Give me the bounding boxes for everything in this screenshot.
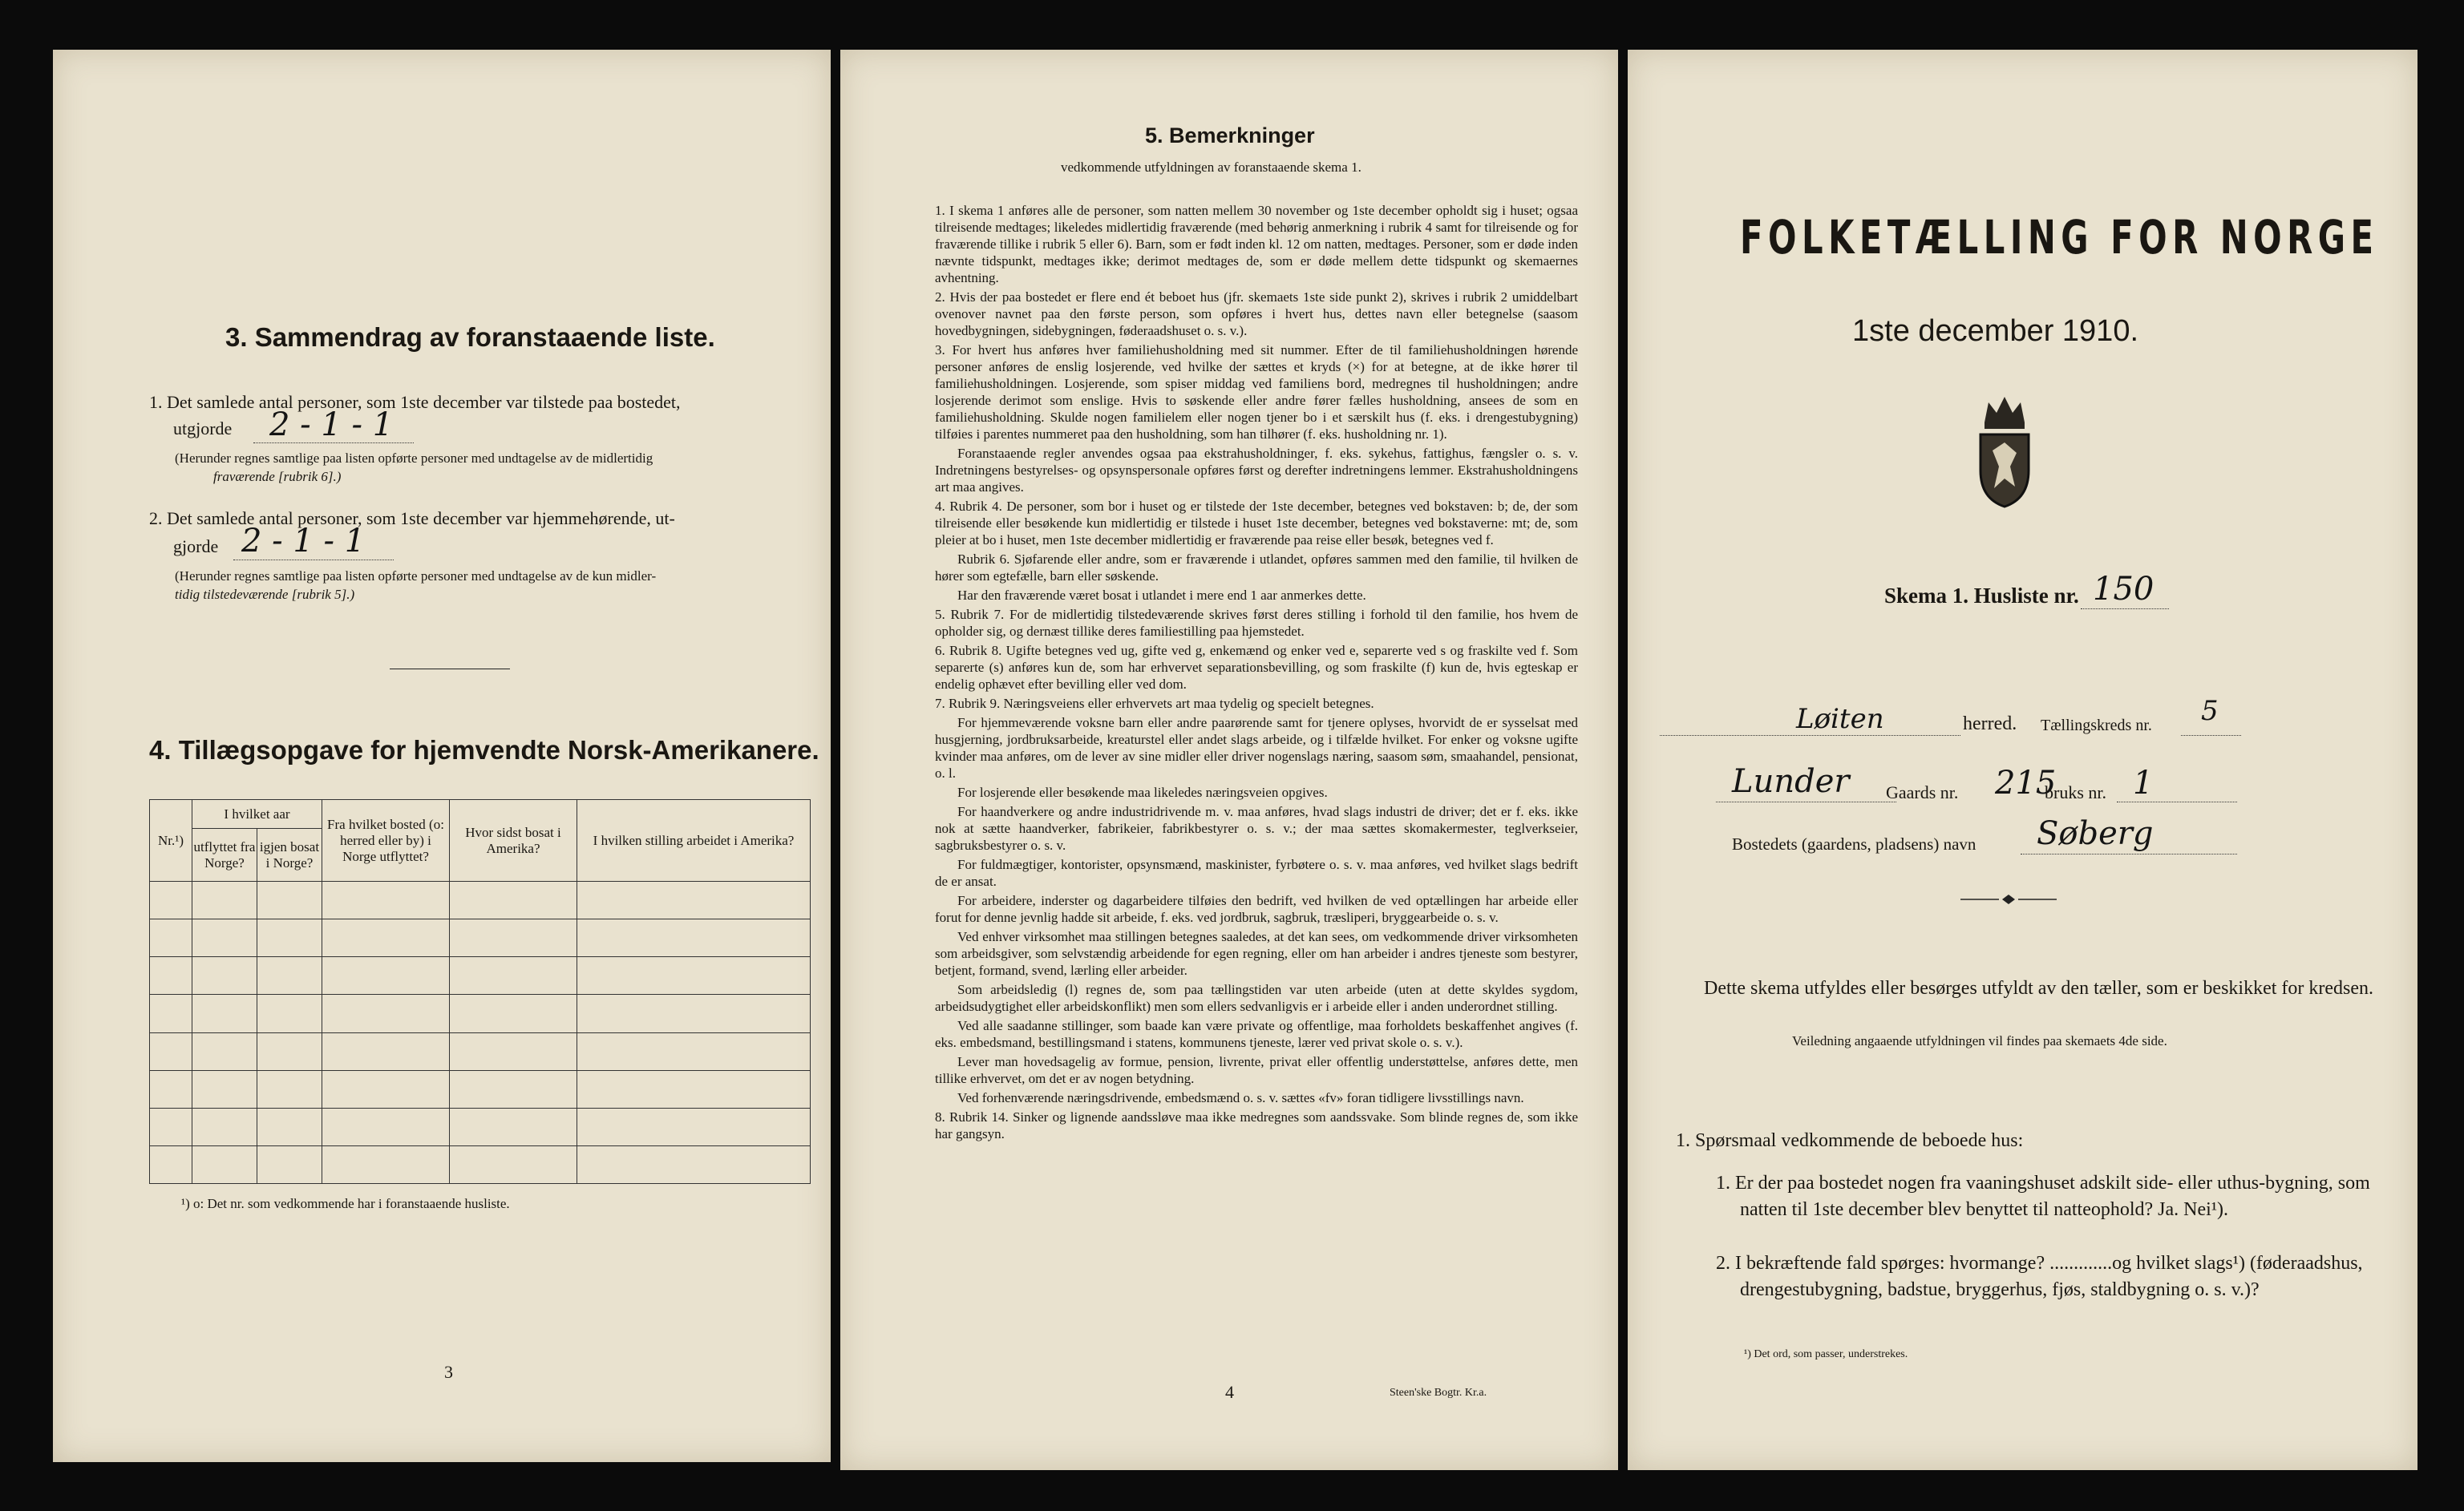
remark-paragraph: For arbeidere, inderster og dagarbeidere tilføies den bedrift, ved hvilken de ved optællingen har arbeide eller forut for denne jevnlig hadde sit arbeide, f. eks. ved jordbruk, sagbruk, træsliperi, bryggearbeide o. s. v.	[935, 893, 1578, 925]
remark-paragraph: Rubrik 6. Sjøfarende eller andre, som er fraværende i utlandet, opføres sammen med den familie, til hvilken de hører som egtefælle, barn eller søskende.	[935, 551, 1578, 584]
item1-note2: fraværende [rubrik 6].)	[213, 469, 342, 484]
item2-note2: tidig tilstedeværende [rubrik 5].)	[175, 587, 355, 602]
gaards-label: Gaards nr.	[1886, 782, 1959, 802]
bruks-value: 1	[2133, 765, 2154, 802]
remark-paragraph: 1. I skema 1 anføres alle de personer, som natten mellem 30 november og 1ste december opholdt sig i huset; ogsaa tilreisende medtages; likeledes midlertidig fraværende (med behørig anmerkning i rubrik 4 samt for tilreisende og for fraværende tillike i rubrik 5 eller 6). Barn, som er født inden kl. 12 om natten, medtages. Personer, som er døde inden nævnte tidspunkt, medtages ikke; derimot medtages de, som er døde mellem dette tidspunkt og skemaernes avhentning.	[935, 203, 1578, 285]
item1-dotline	[253, 442, 414, 443]
right-footnote: ¹) Det ord, som passer, understrekes.	[1744, 1348, 1908, 1360]
coat-of-arms-icon	[1968, 390, 2041, 511]
col-year-a: utflyttet fra Norge?	[192, 829, 257, 882]
page-number-left: 3	[444, 1362, 453, 1382]
section4-title: 4. Tillægsopgave for hjemvendte Norsk-Amerikanere.	[149, 735, 819, 765]
bruks-label: bruks nr.	[2045, 782, 2106, 802]
item1-text: 1. Det samlede antal personer, som 1ste december var tilstede paa bostedet,	[149, 392, 681, 412]
bosted-label: Bostedets (gaardens, pladsens) navn	[1732, 834, 1976, 854]
census-date: 1ste december 1910.	[1852, 314, 2139, 348]
skema-label: Skema 1. Husliste nr.	[1884, 584, 2079, 608]
remark-paragraph: Foranstaaende regler anvendes ogsaa paa ekstrahusholdninger, f. eks. sykehus, fattighus, fængsler o. s. v. Indretningens bestyrelses- og opsynspersonale opføres først og derefter indretningens lemmer. Ekstrahusholdningens art maa angives.	[935, 446, 1578, 495]
col-from: Fra hvilket bosted (o: herred eller by) i Norge utflyttet?	[322, 800, 450, 882]
herred-label: herred.	[1963, 713, 2017, 734]
ornament-icon	[1960, 891, 2057, 907]
remarks-notes	[935, 202, 1578, 1145]
herred-value: Løiten	[1796, 703, 1884, 735]
census-title: FOLKETÆLLING FOR NORGE	[1740, 210, 2379, 265]
remark-paragraph: 3. For hvert hus anføres hver familiehusholdning med sit nummer. Efter de til familiehusholdningen hørende personer anføres de enslig losjerende, ved hvilke der sættes et kryds (×) for at betegne, at de ikke hører til familiehusholdningen. Losjerende, som spiser middag ved familiens bord, medregnes til husholdningen; andre losjerende derimot som enslige. Hvis to søskende eller andre fører fælles husholdning, ansees de som en familiehusholdning. Skulde nogen familielem eller nogen tjener bo i et særskilt hus (f. eks. i drengestubygning) tilføies i parentes nummeret paa den husholdning, som han tilhører (f. eks. husholdning nr. 1).	[935, 342, 1578, 442]
item1-value: 2 - 1 - 1	[269, 406, 394, 443]
col-year-b: igjen bosat i Norge?	[257, 829, 322, 882]
gaards-value: 215	[1995, 765, 2057, 802]
section3-title: 3. Sammendrag av foranstaaende liste.	[225, 322, 715, 352]
instruction-note: Veiledning angaaende utfyldningen vil findes paa skemaets 4de side.	[1792, 1033, 2167, 1048]
remark-paragraph: Ved alle saadanne stillinger, som baade kan være private og offentlige, maa forholdets beskaffenhet angives (f. eks. embedsmand, bestillingsmand i statens, kommunens tjeneste, lærer ved privat skole o. s. v.).	[935, 1018, 1578, 1050]
table-footnote: ¹) o: Det nr. som vedkommende har i foranstaaende husliste.	[181, 1196, 510, 1211]
table-row	[150, 995, 811, 1032]
remarks-subtitle: vedkommende utfyldningen av foranstaaende skema 1.	[1061, 160, 1361, 175]
item1-note1: (Herunder regnes samtlige paa listen opførte personer med undtagelse av de midlertidig	[175, 450, 653, 466]
item2-prefix: gjorde	[173, 536, 219, 556]
table-row	[150, 1070, 811, 1108]
remark-paragraph: Ved forhenværende næringsdrivende, embedsmænd o. s. v. sættes «fv» foran tidligere livsstillings navn.	[957, 1090, 1524, 1105]
bosted-value: Søberg	[2037, 815, 2154, 852]
kreds-line	[2181, 735, 2241, 736]
remarks-title: 5. Bemerkninger	[1145, 123, 1315, 147]
page-right	[1628, 50, 2417, 1470]
remark-paragraph: For fuldmægtiger, kontorister, opsynsmænd, maskinister, fyrbøtere o. s. v. maa anføres, ved hvilket slags bedrift de er ansat.	[935, 857, 1578, 889]
instruction-text: Dette skema utfyldes eller besørges utfyldt av den tæller, som er beskikket for kredsen.	[1704, 978, 2374, 999]
table-row	[150, 1108, 811, 1145]
page-left	[53, 50, 831, 1462]
item1-prefix: utgjorde	[173, 418, 233, 438]
remark-paragraph: For haandverkere og andre industridrivende m. v. maa anføres, hvad slags industri de driver; det er f. eks. ikke nok at sætte haandverker, fabrikeier, fabrikbestyrer o. s. v.; der maa sættes skomakermester, teglverkseier, sagbruksbestyrer o. s. v.	[935, 804, 1578, 853]
remark-paragraph: Lever man hovedsagelig av formue, pension, livrente, privat eller offentlig understøttelse, anføres dette, men tillike erhvervet, om det er av nogen betydning.	[935, 1054, 1578, 1086]
table-row	[150, 882, 811, 919]
remark-paragraph: 8. Rubrik 14. Sinker og lignende aandssløve maa ikke medregnes som aandssvake. Som blinde regnes de, som ikke har gangsyn.	[935, 1109, 1578, 1141]
col-position: I hvilken stilling arbeidet i Amerika?	[577, 800, 811, 882]
item2-note1: (Herunder regnes samtlige paa listen opførte personer med undtagelse av de kun midler-	[175, 568, 657, 584]
husliste-line	[2081, 608, 2169, 609]
item2-text: 2. Det samlede antal personer, som 1ste december var hjemmehørende, ut-	[149, 508, 675, 528]
remark-paragraph: For hjemmeværende voksne barn eller andre paarørende samt for tjenere oplyses, hvorvidt de er sysselsat med husgjerning, jordbruksarbeide, kreaturstel eller andet slags arbeide, og i tilfælde hvilket. For enker og voksne ugifte kvinder maa anføres, om de lever av sine midler eller driver nogenslags næring, saasom søm, smaahandel, pensionat, o. l.	[935, 715, 1578, 781]
remark-paragraph: Som arbeidsledig (l) regnes de, som paa tællingstiden var uten arbeide (uten at dette skyldes sygdom, arbeidsudygtighet eller arbeidskonflikt) men som ellers sedvanligvis er i arbeide eller i anden underordnet stilling.	[935, 982, 1578, 1014]
page-middle	[840, 50, 1618, 1470]
question1-2: 2. I bekræftende fald spørges: hvormange? .............og hvilket slags¹) (føderaadshus, drengestubygning, badstue, bryggerhus, fjøs, staldbygning o. s. v.)?	[1716, 1253, 2363, 1300]
husliste-value: 150	[2093, 571, 2154, 608]
remark-paragraph: 4. Rubrik 4. De personer, som bor i huset og er tilstede der 1ste december, betegnes ved bokstaven: b; de, der som tilreisende eller besøkende kun midlertidig er tilstede i huset 1ste december, betegnes ved bokstaverne: mt; de, som pleier at bo i huset, men 1ste december midlertidig er fraværende paa reise eller besøk, betegnes ved f.	[935, 499, 1578, 547]
herred-line	[1660, 735, 1960, 736]
kreds-label: Tællingskreds nr.	[2041, 717, 2152, 734]
table-row	[150, 1145, 811, 1183]
page-number-middle: 4	[1225, 1382, 1234, 1402]
question1-1: 1. Er der paa bostedet nogen fra vaaningshuset adskilt side- eller uthus-bygning, som natten til 1ste december blev benyttet til natteophold? Ja. Nei¹).	[1716, 1173, 2370, 1220]
table-row	[150, 919, 811, 957]
kreds-value: 5	[2201, 695, 2219, 727]
col-year-group: I hvilket aar	[192, 800, 322, 829]
table-row	[150, 957, 811, 995]
table-row	[150, 1032, 811, 1070]
printer-mark: Steen'ske Bogtr. Kr.a.	[1390, 1387, 1487, 1399]
gaard-name: Lunder	[1732, 763, 1850, 800]
remark-paragraph: Har den fraværende været bosat i utlandet i mere end 1 aar anmerkes dette.	[957, 588, 1366, 603]
remark-paragraph: Ved enhver virksomhet maa stillingen betegnes saaledes, at det kan sees, om vedkommende driver virksomheten som arbeidsgiver, som selvstændig arbeidende for egen regning, eller om han arbeider i andres tjeneste som bestyrer, betjent, formand, svend, lærling eller arbeider.	[935, 929, 1578, 978]
remark-paragraph: 7. Rubrik 9. Næringsveiens eller erhvervets art maa tydelig og specielt betegnes.	[935, 696, 1374, 711]
remark-paragraph: 2. Hvis der paa bostedet er flere end ét beboet hus (jfr. skemaets 1ste side punkt 2), skrives i rubrik 2 umiddelbart ovenover navnet paa den første person, som opføres i hvert hus, dettes navn eller betegnelse (saasom hovedbygningen, sidebygningen, føderaadshuset o. s. v.).	[935, 289, 1578, 338]
remark-paragraph: 5. Rubrik 7. For de midlertidig tilstedeværende skrives først deres stilling i forhold til den familie, hos hvem de opholder sig, og dernæst tillike deres familiestilling paa hjemstedet.	[935, 607, 1578, 639]
norsk-amerikaner-table	[149, 799, 811, 1184]
col-nr: Nr.¹)	[150, 800, 192, 882]
col-where: Hvor sidst bosat i Amerika?	[450, 800, 577, 882]
item2-value: 2 - 1 - 1	[241, 523, 366, 560]
remark-paragraph: For losjerende eller besøkende maa likeledes næringsveien opgives.	[957, 785, 1328, 800]
remark-paragraph: 6. Rubrik 8. Ugifte betegnes ved ug, gifte ved g, enkemænd og enker ved e, separerte ved s og fraskilte ved f. Som separerte (s) anføres kun de, som har erhvervet separationsbevilling, og som fraskilte (f) kun de, hvis egteskap er endelig ophævet efter bevilling eller ved dom.	[935, 643, 1578, 692]
question1-title: 1. Spørsmaal vedkommende de beboede hus:	[1676, 1130, 2024, 1151]
